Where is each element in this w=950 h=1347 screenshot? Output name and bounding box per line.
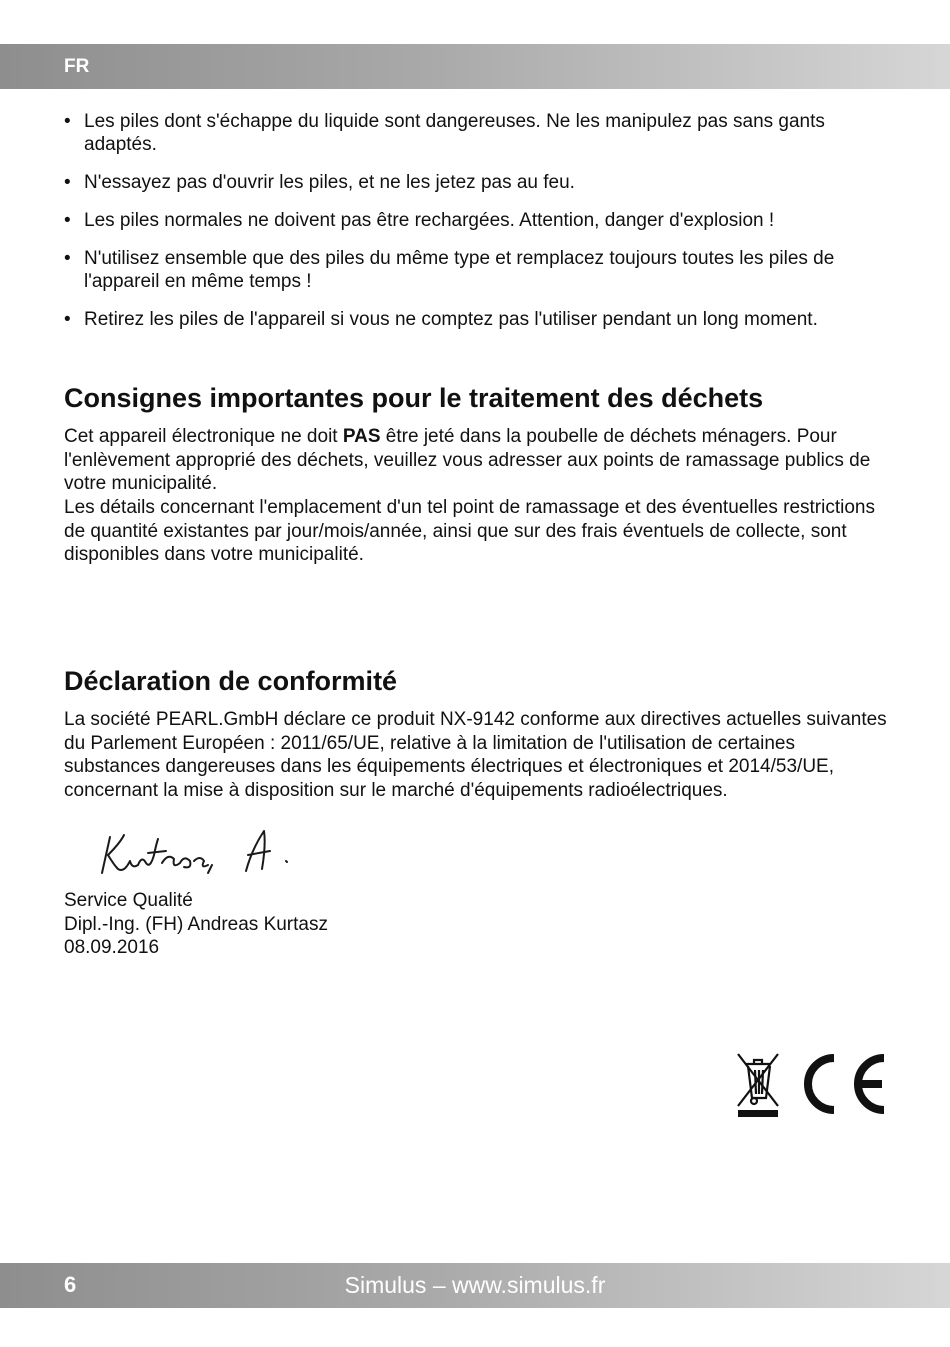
conformity-paragraph: La société PEARL.GmbH déclare ce produit NX-9142 conforme aux directives actuelles suivantes du Parlement Européen : 2011/65/UE, relative à la limitation de l'utilisation de certaines substances dangereuses dans les équipements électriques et électroniques et 2014/53/UE, concernant la mise à disposition sur le marché d'équipements radioélectriques. — [64, 709, 887, 801]
waste-paragraph-1 — [64, 425, 894, 496]
list-item-text: N'essayez pas d'ouvrir les piles, et ne les jetez pas au feu. — [84, 172, 575, 193]
list-item-text: Les piles normales ne doivent pas être rechargées. Attention, danger d'explosion ! — [84, 210, 775, 231]
list-item — [60, 171, 890, 194]
waste-paragraph-2: Les détails concernant l'emplacement d'un tel point de ramassage et des éventuelles restrictions de quantité existantes par jour/mois/année, ainsi que sur des frais éventuels de collecte, sont disponibles dans votre municipalité. — [64, 497, 875, 565]
list-item — [60, 209, 890, 232]
bullet-icon: • — [64, 111, 71, 132]
list-item-text: N'utilisez ensemble que des piles du même type et remplacez toujours toutes les piles de l'appareil en même temps ! — [84, 248, 835, 292]
signatory-block — [64, 889, 328, 960]
language-label: FR — [64, 56, 90, 77]
compliance-symbols — [734, 1050, 889, 1118]
header-bar — [0, 44, 950, 89]
ce-mark-icon — [808, 1058, 884, 1110]
bullet-icon: • — [64, 172, 71, 193]
signature-image — [88, 825, 318, 890]
signature-date: 08.09.2016 — [64, 937, 160, 958]
signatory-department: Service Qualité — [64, 890, 193, 911]
footer-site-text: Simulus – www.simulus.fr — [344, 1272, 606, 1298]
list-item — [60, 110, 890, 156]
handwritten-signature-icon — [88, 825, 318, 885]
bullet-icon: • — [64, 309, 71, 330]
conformity-heading: Déclaration de conformité — [64, 666, 398, 696]
battery-warnings-list — [60, 110, 890, 346]
waste-heading: Consignes importantes pour le traitement des déchets — [64, 383, 764, 413]
waste-text-end: être jeté dans la poubelle de déchets ménagers. Pour l'enlèvement approprié des déchets, veuillez vous adresser aux points de ramassage publics de votre municipalité. — [64, 426, 871, 494]
signatory-name: Dipl.-Ing. (FH) Andreas Kurtasz — [64, 913, 328, 935]
crossed-bin-icon — [738, 1054, 778, 1106]
weee-bar-icon — [738, 1110, 778, 1117]
page-number: 6 — [64, 1272, 77, 1297]
waste-text-start: Cet appareil électronique ne doit — [64, 426, 343, 447]
list-item-text: Retirez les piles de l'appareil si vous ne comptez pas l'utiliser pendant un long moment. — [84, 309, 818, 330]
bullet-icon: • — [64, 210, 71, 231]
bullet-icon: • — [64, 248, 71, 269]
emphasis-word: PAS — [342, 426, 381, 447]
list-item-text: Les piles dont s'échappe du liquide sont dangereuses. Ne les manipulez pas sans gants adaptés. — [84, 111, 825, 155]
list-item — [60, 247, 890, 293]
list-item — [60, 308, 890, 331]
compliance-marks — [734, 1050, 889, 1123]
